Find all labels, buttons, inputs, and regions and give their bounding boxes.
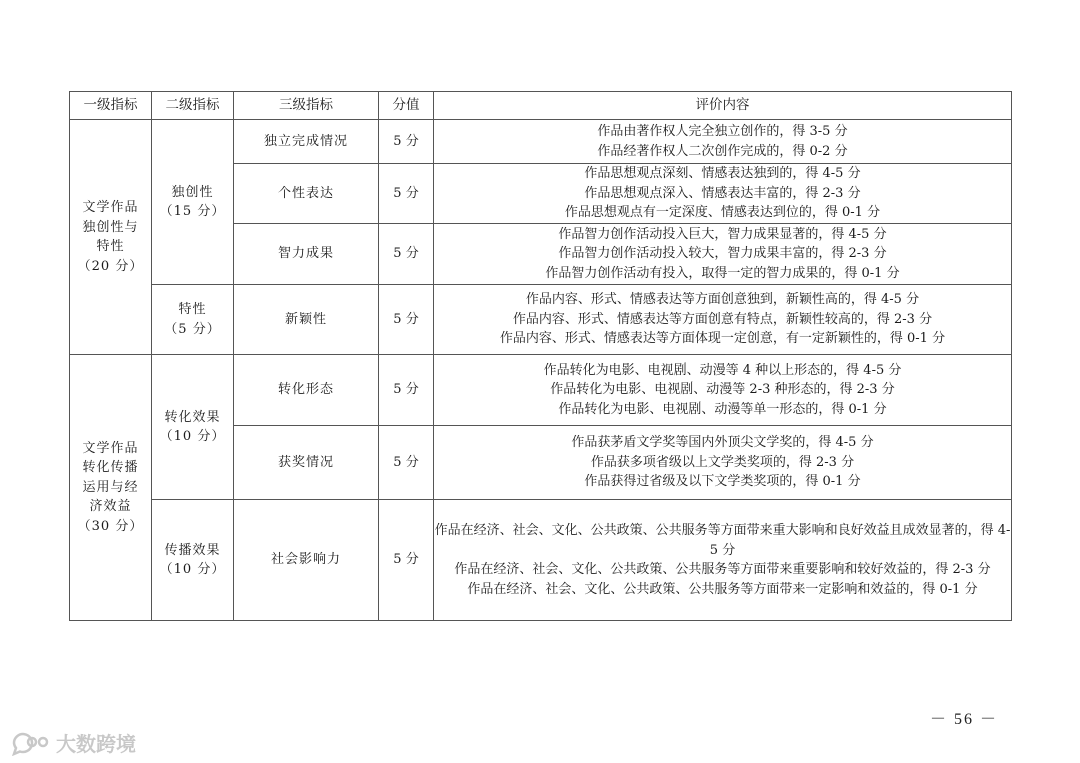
header-level2: 二级指标 <box>152 92 234 120</box>
page-number: － 56 － <box>930 711 999 728</box>
content-cell: 作品思想观点深刻、情感表达独到的，得 4-5 分 作品思想观点深入、情感表达丰富的，得 2-3 分 作品思想观点有一定深度、情感表达到位的，得 0-1 分 <box>434 164 1012 224</box>
chat-bubble-icon <box>10 730 52 756</box>
watermark-text: 大数跨境 <box>56 732 136 756</box>
content-cell: 作品在经济、社会、文化、公共政策、公共服务等方面带来重大影响和良好效益且成效显著的，得 4-5 分 作品在经济、社会、文化、公共政策、公共服务等方面带来重要影响和较好效益的，得 2-3 分 作品在经济、社会、文化、公共政策、公共服务等方面带来一定影响和效益的，得 0-1 分 <box>434 500 1012 621</box>
content-cell: 作品获茅盾文学奖等国内外顶尖文学奖的，得 4-5 分 作品获多项省级以上文学类奖项的，得 2-3 分 作品获得过省级及以下文学类奖项的，得 0-1 分 <box>434 426 1012 500</box>
table-row <box>70 500 1012 621</box>
level3-cell: 转化形态 <box>234 355 379 426</box>
points-cell: 5 分 <box>379 224 434 285</box>
header-content: 评价内容 <box>434 92 1012 120</box>
watermark <box>10 728 136 757</box>
content-cell: 作品智力创作活动投入巨大，智力成果显著的，得 4-5 分 作品智力创作活动投入较大，智力成果丰富的，得 2-3 分 作品智力创作活动有投入，取得一定的智力成果的，得 0-1 分 <box>434 224 1012 285</box>
header-points: 分值 <box>379 92 434 120</box>
header-level3: 三级指标 <box>234 92 379 120</box>
table-row <box>70 120 1012 164</box>
table-row <box>70 285 1012 355</box>
table-header-row <box>70 92 1012 120</box>
content-cell: 作品内容、形式、情感表达等方面创意独到，新颖性高的，得 4-5 分 作品内容、形式、情感表达等方面创意有特点，新颖性较高的，得 2-3 分 作品内容、形式、情感表达等方面体现一定创意，有一定新颖性的，得 0-1 分 <box>434 285 1012 355</box>
level3-cell: 独立完成情况 <box>234 120 379 164</box>
level3-cell: 新颖性 <box>234 285 379 355</box>
points-cell: 5 分 <box>379 426 434 500</box>
header-level1: 一级指标 <box>70 92 152 120</box>
points-cell: 5 分 <box>379 164 434 224</box>
level3-cell: 个性表达 <box>234 164 379 224</box>
level2-cell: 转化效果 （10 分） <box>152 355 234 500</box>
points-cell: 5 分 <box>379 355 434 426</box>
level2-cell: 特性 （5 分） <box>152 285 234 355</box>
level3-cell: 获奖情况 <box>234 426 379 500</box>
points-cell: 5 分 <box>379 285 434 355</box>
content-cell: 作品由著作权人完全独立创作的，得 3-5 分 作品经著作权人二次创作完成的，得 0-2 分 <box>434 120 1012 164</box>
level1-cell: 文学作品 转化传播 运用与经 济效益 （30 分） <box>70 355 152 621</box>
level3-cell: 社会影响力 <box>234 500 379 621</box>
level2-cell: 独创性 （15 分） <box>152 120 234 285</box>
level3-cell: 智力成果 <box>234 224 379 285</box>
evaluation-table <box>69 91 1012 621</box>
table-row <box>70 355 1012 426</box>
content-cell: 作品转化为电影、电视剧、动漫等 4 种以上形态的，得 4-5 分 作品转化为电影、电视剧、动漫等 2-3 种形态的，得 2-3 分 作品转化为电影、电视剧、动漫等单一形态的，得 0-1 分 <box>434 355 1012 426</box>
points-cell: 5 分 <box>379 120 434 164</box>
level1-cell: 文学作品 独创性与 特性 （20 分） <box>70 120 152 355</box>
points-cell: 5 分 <box>379 500 434 621</box>
level2-cell: 传播效果 （10 分） <box>152 500 234 621</box>
